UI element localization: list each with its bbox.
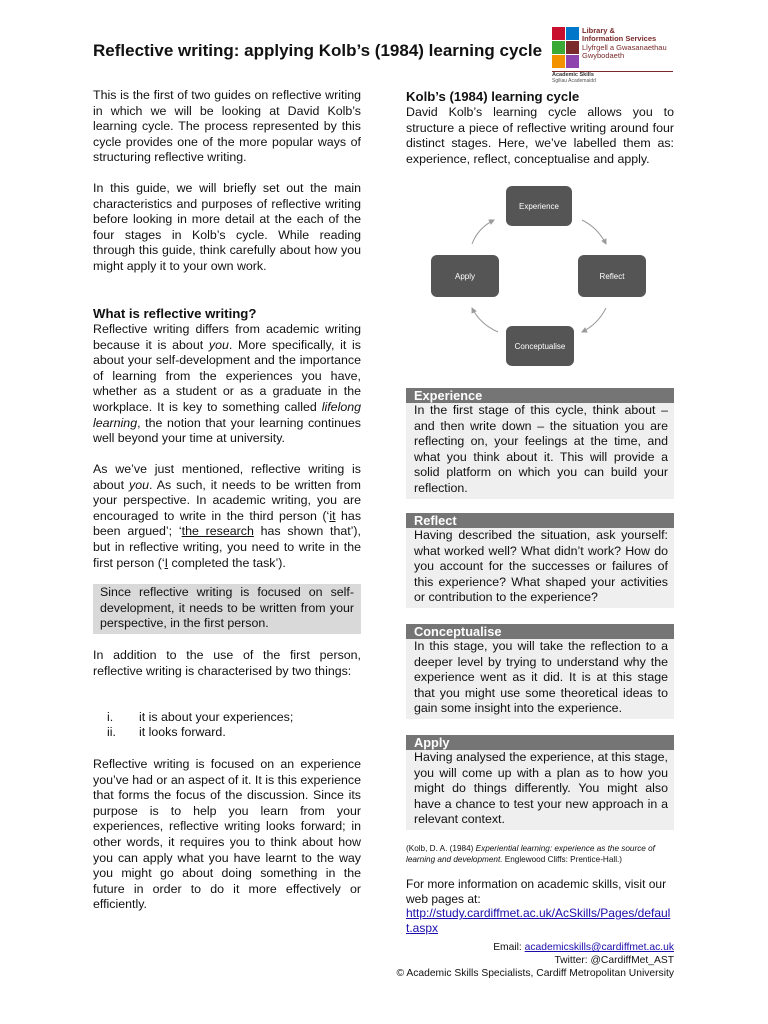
stage-title: Experience	[406, 388, 674, 403]
logo-text-cy: Llyfrgell a Gwasanaethau Gwybodaeth	[582, 43, 667, 60]
intro-paragraph: This is the first of two guides on reflective writing in which we will be looking at David Kolb’s learning cycle. The process represented by this cycle provides one of the more popular ways of structuring reflective writing.	[93, 88, 361, 165]
university-logo	[552, 24, 677, 84]
definition-paragraph: Reflective writing differs from academic writing because it is about you. More specifically, it is about your self-development and the importance of learning from the experiences you have, whether as a student or as a graduate in the workplace. It is key to something called lifelong learning, the notion that your learning continues well beyond your time at university.	[93, 322, 361, 446]
section-heading-kolb: Kolb’s (1984) learning cycle	[406, 89, 580, 104]
stage-body: In the first stage of this cycle, think about – and then write down – the situation you are reflecting on, your feelings at the time, and what you think about it. This will provide a solid platform on which you can build your reflection.	[406, 403, 674, 499]
logo-mark	[552, 27, 579, 69]
focus-paragraph: Reflective writing is focused on an experience you’ve had or an aspect of it. It is this experience that forms the focus of the discussion. Since its purpose is to help you learn from your experiences, reflective writing looks forward; in other words, it requires you to think about how you can apply what you have learnt to the way you might go about doing something in the future in order to do it more effectively or efficiently.	[93, 757, 361, 912]
guide-paragraph: In this guide, we will briefly set out the main characteristics and purposes of reflective writing before looking in more detail at the each of the four stages in Kolb’s cycle. While reading through this guide, think carefully about how you might apply it to your own work.	[93, 181, 361, 273]
stage-box-reflect	[406, 513, 674, 608]
perspective-paragraph: As we’ve just mentioned, reflective writing is about you. As such, it needs to be written from your perspective. In academic writing, you are encouraged to write in the third person (‘it has been argued’; ‘the research has shown that’), but in reflective writing, you need to write in the first person (‘I completed the task’).	[93, 462, 362, 570]
kolb-cycle-diagram	[420, 180, 660, 370]
kolb-intro-paragraph: David Kolb’s learning cycle allows you to structure a piece of reflective writing around four distinct stages. Here, we’ve labelled them as: experience, reflect, conceptualise and apply.	[406, 105, 674, 166]
stage-title: Reflect	[406, 513, 674, 528]
stage-box-experience	[406, 388, 674, 499]
stage-body: Having described the situation, ask yourself: what worked well? What didn’t work? How do you account for the successes or failures of this experience? What shaped your activities or contribution to the experience?	[406, 528, 674, 608]
cycle-node-reflect: Reflect	[578, 255, 646, 297]
stage-box-apply	[406, 735, 674, 830]
cycle-node-apply: Apply	[431, 255, 499, 297]
footer-twitter: Twitter: @CardiffMet_AST	[554, 955, 674, 966]
arrow-experience-to-reflect	[582, 220, 606, 244]
page-title: Reflective writing: applying Kolb’s (1984) learning cycle	[93, 41, 543, 60]
callout-box: Since reflective writing is focused on self-development, it needs to be written from your perspective, in the first person.	[93, 584, 361, 634]
footer-copyright: © Academic Skills Specialists, Cardiff Metropolitan University	[396, 968, 674, 979]
logo-academic-skills: Academic Skills	[552, 72, 594, 78]
logo-academic-skills-cy: Sgiliau Academaidd	[552, 78, 596, 84]
web-pages-link[interactable]: http://study.cardiffmet.ac.uk/AcSkills/Pages/default.aspx	[406, 906, 671, 935]
stage-body: Having analysed the experience, at this stage, you will come up with a plan as to how you might do things differently. You might also have a chance to test your new approach in a relevant context.	[406, 750, 674, 830]
arrow-apply-to-experience	[472, 220, 494, 244]
arrow-conceptualise-to-apply	[472, 308, 498, 332]
stage-title: Apply	[406, 735, 674, 750]
stage-body: In this stage, you will take the reflection to a deeper level by trying to understand why the experience went as it did. It is at this stage that you might use some theoretical ideas to gain some insight into the experience.	[406, 639, 674, 719]
stage-title: Conceptualise	[406, 624, 674, 639]
more-info	[406, 877, 676, 935]
email-link[interactable]: academicskills@cardiffmet.ac.uk	[524, 942, 674, 953]
cycle-node-conceptualise: Conceptualise	[506, 326, 574, 366]
more-info-text: For more information on academic skills, visit our web pages at:	[406, 877, 667, 906]
section-heading-reflective-writing: What is reflective writing?	[93, 306, 257, 321]
citation-reference: (Kolb, D. A. (1984) Experiential learning: experience as the source of learning and development. Englewood Cliffs: Prentice-Hall.)	[406, 844, 655, 864]
arrow-reflect-to-conceptualise	[582, 308, 606, 332]
stage-box-conceptualise	[406, 624, 674, 719]
cycle-node-experience: Experience	[506, 186, 572, 226]
footer-email: Email: academicskills@cardiffmet.ac.uk	[493, 942, 674, 953]
characteristics-paragraph: In addition to the use of the first person, reflective writing is characterised by two things:	[93, 648, 361, 678]
logo-text-en: Library & Information Services	[582, 26, 657, 43]
